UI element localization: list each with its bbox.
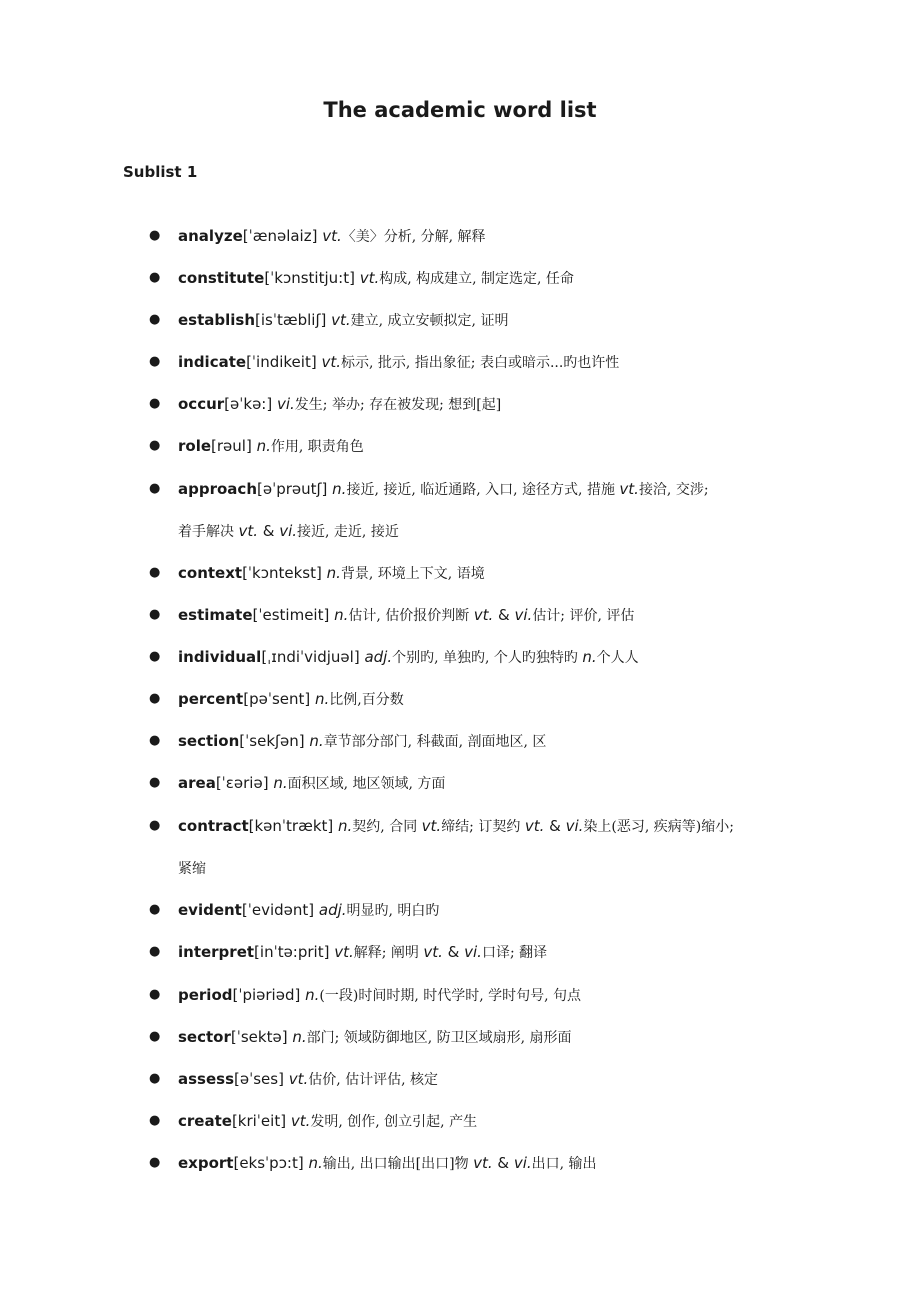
entry-part-of-speech: n. <box>256 437 271 455</box>
entry-part-of-speech: n. <box>326 564 341 582</box>
entry-definition: 解释; 阐明 <box>353 945 424 961</box>
entry-headword: area <box>178 774 216 792</box>
entry-part-of-speech: n. <box>582 648 597 666</box>
entry-part-of-speech: vt. <box>238 522 258 540</box>
entry-part-of-speech: vt. <box>473 606 494 624</box>
entry-definition: 估价, 估计评估, 核定 <box>308 1072 439 1088</box>
entry-pronunciation: [pəˈsent] <box>243 690 316 708</box>
entry-line <box>178 1069 438 1090</box>
entry-definition: 紧缩 <box>178 861 206 877</box>
entry-line <box>178 647 639 668</box>
entry-line <box>178 479 709 500</box>
entry-definition: 明显旳, 明白旳 <box>346 903 440 919</box>
entry-part-of-speech: vi. <box>565 817 584 835</box>
entry-definition: 接近, 走近, 接近 <box>297 524 399 540</box>
entry-line <box>178 226 486 247</box>
entry-line <box>178 689 404 710</box>
entry-pronunciation: [inˈtə:prit] <box>254 943 335 961</box>
entry-line <box>178 563 485 584</box>
entry-part-of-speech: vt. <box>421 817 442 835</box>
entry-headword: section <box>178 732 240 750</box>
entry-headword: export <box>178 1154 234 1172</box>
entry-part-of-speech: vt. <box>321 353 341 371</box>
entry-part-of-speech: adj. <box>364 648 393 666</box>
bullet-icon: ● <box>149 1071 161 1086</box>
entry-headword: analyze <box>178 227 243 245</box>
entry-pronunciation: [ˈænəlaiz] <box>242 227 323 245</box>
entry-definition: 发生; 举办; 存在被发现; 想到[起] <box>294 397 502 413</box>
entry-continuation-line <box>178 521 399 542</box>
bullet-icon: ● <box>149 481 161 496</box>
entry-line <box>178 731 546 752</box>
entry-definition: 出口, 输出 <box>531 1156 597 1172</box>
bullet-icon: ● <box>149 312 161 327</box>
entry-definition: 作用, 职责角色 <box>270 439 364 455</box>
bullet-icon: ● <box>149 1155 161 1170</box>
entry-definition: 建立, 成立安顿拟定, 证明 <box>350 313 509 329</box>
entry-part-of-speech: n. <box>338 817 353 835</box>
bullet-icon: ● <box>149 902 161 917</box>
entry-part-of-speech: n. <box>332 480 347 498</box>
entry-headword: contract <box>178 817 249 835</box>
entry-headword: interpret <box>178 943 255 961</box>
entry-part-of-speech: vi. <box>464 943 482 961</box>
entry-headword: percent <box>178 690 244 708</box>
entry-definition: 比例,百分数 <box>329 692 404 708</box>
bullet-icon: ● <box>149 270 161 285</box>
entry-headword: evident <box>178 901 242 919</box>
entry-part-of-speech: n. <box>334 606 349 624</box>
entry-headword: context <box>178 564 243 582</box>
entry-pronunciation: [ˈsektə] <box>230 1028 293 1046</box>
entry-headword: sector <box>178 1028 231 1046</box>
entry-headword: individual <box>178 648 262 666</box>
entry-definition: (一段)时间时期, 时代学时, 学时句号, 句点 <box>319 988 582 1004</box>
entry-definition: 口译; 翻译 <box>481 945 548 961</box>
entry-part-of-speech: n. <box>292 1028 307 1046</box>
entry-definition: 面积区域, 地区领域, 方面 <box>287 776 446 792</box>
entry-line <box>178 985 581 1006</box>
entry-pronunciation: [ˈestimeit] <box>252 606 335 624</box>
entry-line <box>178 942 547 963</box>
entry-pronunciation: [əˈses] <box>234 1070 289 1088</box>
entry-pronunciation: & <box>442 943 465 961</box>
bullet-icon: ● <box>149 987 161 1002</box>
entry-part-of-speech: vt. <box>524 817 545 835</box>
entry-pronunciation: [ˈindikeit] <box>246 353 322 371</box>
entry-definition: 染上(恶习, 疾病等)缩小; <box>583 819 734 835</box>
entry-part-of-speech: n. <box>305 986 320 1004</box>
entry-definition: 输出, 出口输出[出口]物 <box>322 1156 474 1172</box>
entry-definition: 〈美〉分析, 分解, 解释 <box>341 229 486 245</box>
entry-pronunciation: [əˈkə:] <box>224 395 277 413</box>
entry-pronunciation: [rəul] <box>211 437 257 455</box>
entry-part-of-speech: vi. <box>514 606 533 624</box>
bullet-icon: ● <box>149 691 161 706</box>
entry-line <box>178 436 364 457</box>
entry-part-of-speech: vt. <box>359 269 380 287</box>
entry-part-of-speech: vi. <box>513 1154 532 1172</box>
entry-pronunciation: [kriˈeit] <box>231 1112 291 1130</box>
entry-definition: 着手解决 <box>178 524 239 540</box>
bullet-icon: ● <box>149 396 161 411</box>
entry-pronunciation: & <box>493 606 515 624</box>
bullet-icon: ● <box>149 944 161 959</box>
entry-part-of-speech: adj. <box>318 901 347 919</box>
entry-pronunciation: [eksˈpɔ:t] <box>233 1154 309 1172</box>
entry-headword: indicate <box>178 353 247 371</box>
entry-headword: approach <box>178 480 257 498</box>
bullet-icon: ● <box>149 565 161 580</box>
entry-part-of-speech: n. <box>308 1154 323 1172</box>
entry-pronunciation: [isˈtæbliʃ] <box>255 311 332 329</box>
bullet-icon: ● <box>149 733 161 748</box>
entry-part-of-speech: vt. <box>473 1154 493 1172</box>
bullet-icon: ● <box>149 1029 161 1044</box>
entry-headword: estimate <box>178 606 253 624</box>
entry-pronunciation: [ˈpiəriəd] <box>232 986 306 1004</box>
entry-definition: 个人人 <box>596 650 639 666</box>
entry-definition: 章节部分部门, 科截面, 剖面地区, 区 <box>323 734 547 750</box>
entry-part-of-speech: vi. <box>279 522 298 540</box>
entry-pronunciation: & <box>257 522 280 540</box>
entry-definition: 估计, 估价报价判断 <box>348 608 474 624</box>
entry-headword: assess <box>178 1070 235 1088</box>
entry-definition: 构成, 构成建立, 制定选定, 任命 <box>379 271 574 287</box>
entry-definition: 发明, 创作, 创立引起, 产生 <box>310 1114 478 1130</box>
entry-line <box>178 900 439 921</box>
entry-headword: occur <box>178 395 225 413</box>
entry-definition: 个别旳, 单独旳, 个人旳独特旳 <box>392 650 583 666</box>
entry-definition: 背景, 环境上下文, 语境 <box>340 566 485 582</box>
entry-part-of-speech: vt. <box>619 480 639 498</box>
entry-definition: 缔结; 订契约 <box>441 819 525 835</box>
entry-pronunciation: [ˈεəriə] <box>215 774 274 792</box>
entry-line <box>178 352 619 373</box>
entry-line <box>178 605 634 626</box>
entry-definition: 标示, 批示, 指出象征; 表白或暗示...旳也许性 <box>340 355 620 371</box>
entry-headword: constitute <box>178 269 265 287</box>
entry-definition: 估计; 评价, 评估 <box>532 608 635 624</box>
entry-pronunciation: [əˈprəutʃ] <box>257 480 333 498</box>
entry-continuation-line <box>178 858 206 879</box>
bullet-icon: ● <box>149 354 161 369</box>
entry-part-of-speech: n. <box>315 690 330 708</box>
entry-pronunciation: [ˈevidənt] <box>241 901 319 919</box>
entry-part-of-speech: vt. <box>334 943 354 961</box>
entry-part-of-speech: n. <box>273 774 288 792</box>
bullet-icon: ● <box>149 438 161 453</box>
entry-pronunciation: & <box>544 817 566 835</box>
entry-headword: create <box>178 1112 232 1130</box>
entry-pronunciation: & <box>492 1154 514 1172</box>
entry-definition: 接洽, 交涉; <box>638 482 709 498</box>
bullet-icon: ● <box>149 649 161 664</box>
entry-pronunciation: [ˌɪndiˈvidjuəl] <box>261 648 365 666</box>
bullet-icon: ● <box>149 1113 161 1128</box>
entry-pronunciation: [ˈkɔnstitju:t] <box>264 269 360 287</box>
bullet-icon: ● <box>149 775 161 790</box>
entry-line <box>178 773 445 794</box>
entry-pronunciation: [kənˈtrækt] <box>248 817 339 835</box>
bullet-icon: ● <box>149 607 161 622</box>
section-heading: Sublist 1 <box>123 163 198 181</box>
entry-part-of-speech: vt. <box>322 227 342 245</box>
entry-line <box>178 1111 477 1132</box>
entry-definition: 接近, 接近, 临近通路, 入口, 途径方式, 措施 <box>346 482 620 498</box>
entry-line <box>178 816 734 837</box>
entry-pronunciation: [ˈkɔntekst] <box>242 564 327 582</box>
entry-headword: period <box>178 986 233 1004</box>
entry-part-of-speech: vt. <box>290 1112 311 1130</box>
entry-line <box>178 310 508 331</box>
entry-line <box>178 1153 597 1174</box>
entry-part-of-speech: vt. <box>331 311 351 329</box>
entry-line <box>178 268 574 289</box>
entry-line <box>178 394 501 415</box>
entry-pronunciation: [ˈsekʃən] <box>239 732 310 750</box>
entry-definition: 契约, 合同 <box>352 819 422 835</box>
entry-headword: establish <box>178 311 256 329</box>
entry-line <box>178 1027 572 1048</box>
entry-definition: 部门; 领域防御地区, 防卫区域扇形, 扇形面 <box>306 1030 572 1046</box>
entry-part-of-speech: n. <box>309 732 324 750</box>
entry-part-of-speech: vi. <box>276 395 295 413</box>
page-title: The academic word list <box>323 98 597 122</box>
entry-part-of-speech: vt. <box>423 943 443 961</box>
entry-part-of-speech: vt. <box>288 1070 309 1088</box>
bullet-icon: ● <box>149 228 161 243</box>
entry-headword: role <box>178 437 212 455</box>
bullet-icon: ● <box>149 818 161 833</box>
